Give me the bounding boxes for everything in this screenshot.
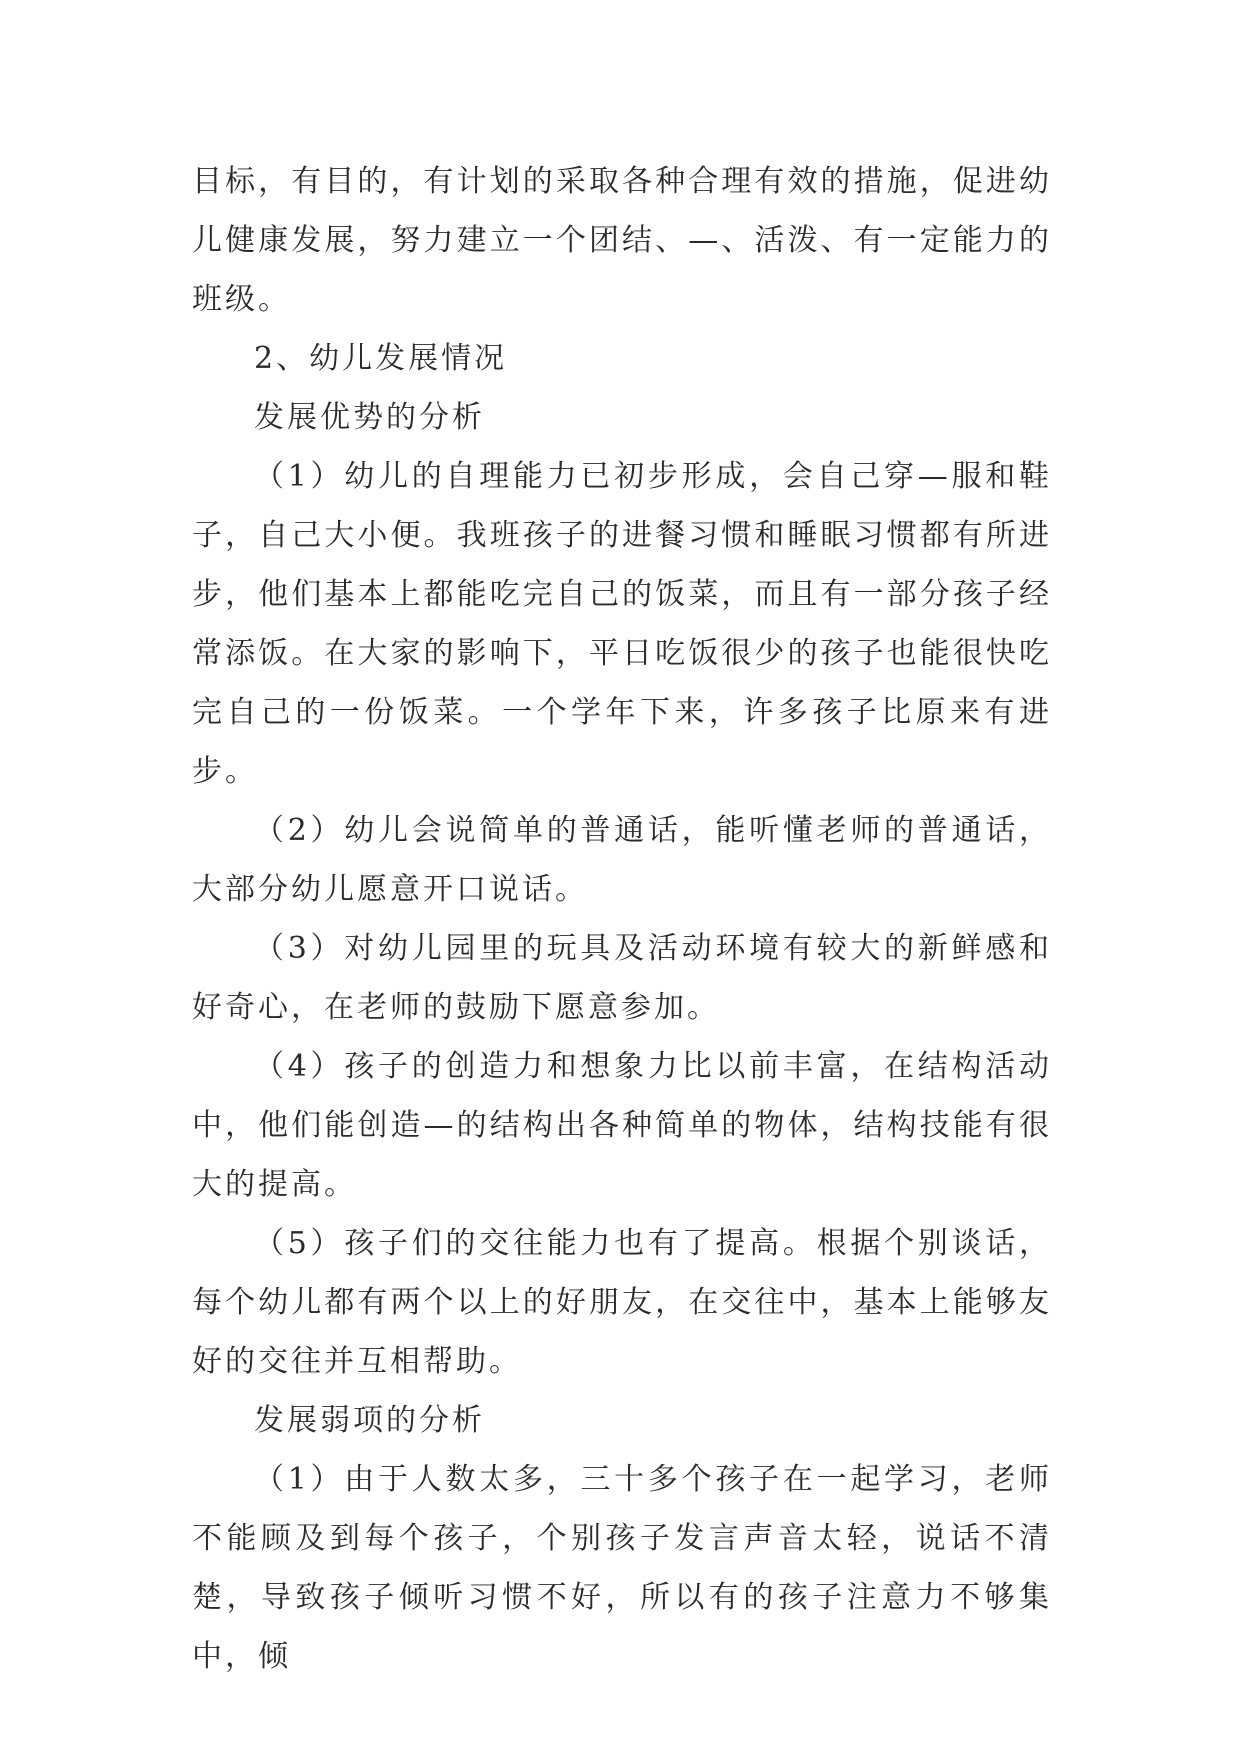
paragraph-strength-3: （3）对幼儿园里的玩具及活动环境有较大的新鲜感和好奇心，在老师的鼓励下愿意参加。 xyxy=(192,931,1052,1025)
paragraph-strength-2: （2）幼儿会说简单的普通话，能听懂老师的普通话，大部分幼儿愿意开口说话。 xyxy=(192,813,1052,907)
subheading-strengths-analysis: 发展优势的分析 xyxy=(254,400,485,435)
subheading-weaknesses-analysis: 发展弱项的分析 xyxy=(254,1403,485,1438)
document-body xyxy=(192,152,1052,1686)
paragraph-weakness-1: （1）由于人数太多，三十多个孩子在一起学习，老师不能顾及到每个孩子，个别孩子发言声音太轻，说话不清楚，导致孩子倾听习惯不好，所以有的孩子注意力不够集中，倾 xyxy=(192,1462,1052,1674)
paragraph-strength-4: （4）孩子的创造力和想象力比以前丰富，在结构活动中，他们能创造—的结构出各种简单的物体，结构技能有很大的提高。 xyxy=(192,1049,1052,1202)
paragraph-strength-1: （1）幼儿的自理能力已初步形成，会自己穿—服和鞋子，自己大小便。我班孩子的进餐习惯和睡眠习惯都有所进步，他们基本上都能吃完自己的饭菜，而且有一部分孩子经常添饭。在大家的影响下，平日吃饭很少的孩子也能很快吃完自己的一份饭菜。一个学年下来，许多孩子比原来有进步。 xyxy=(192,459,1052,789)
section-heading-child-development: 2、幼儿发展情况 xyxy=(254,341,508,376)
paragraph-strength-5: （5）孩子们的交往能力也有了提高。根据个别谈话，每个幼儿都有两个以上的好朋友，在交往中，基本上能够友好的交往并互相帮助。 xyxy=(192,1226,1052,1379)
paragraph-intro-continuation: 目标，有目的，有计划的采取各种合理有效的措施，促进幼儿健康发展，努力建立一个团结、—、活泼、有一定能力的班级。 xyxy=(192,164,1052,317)
